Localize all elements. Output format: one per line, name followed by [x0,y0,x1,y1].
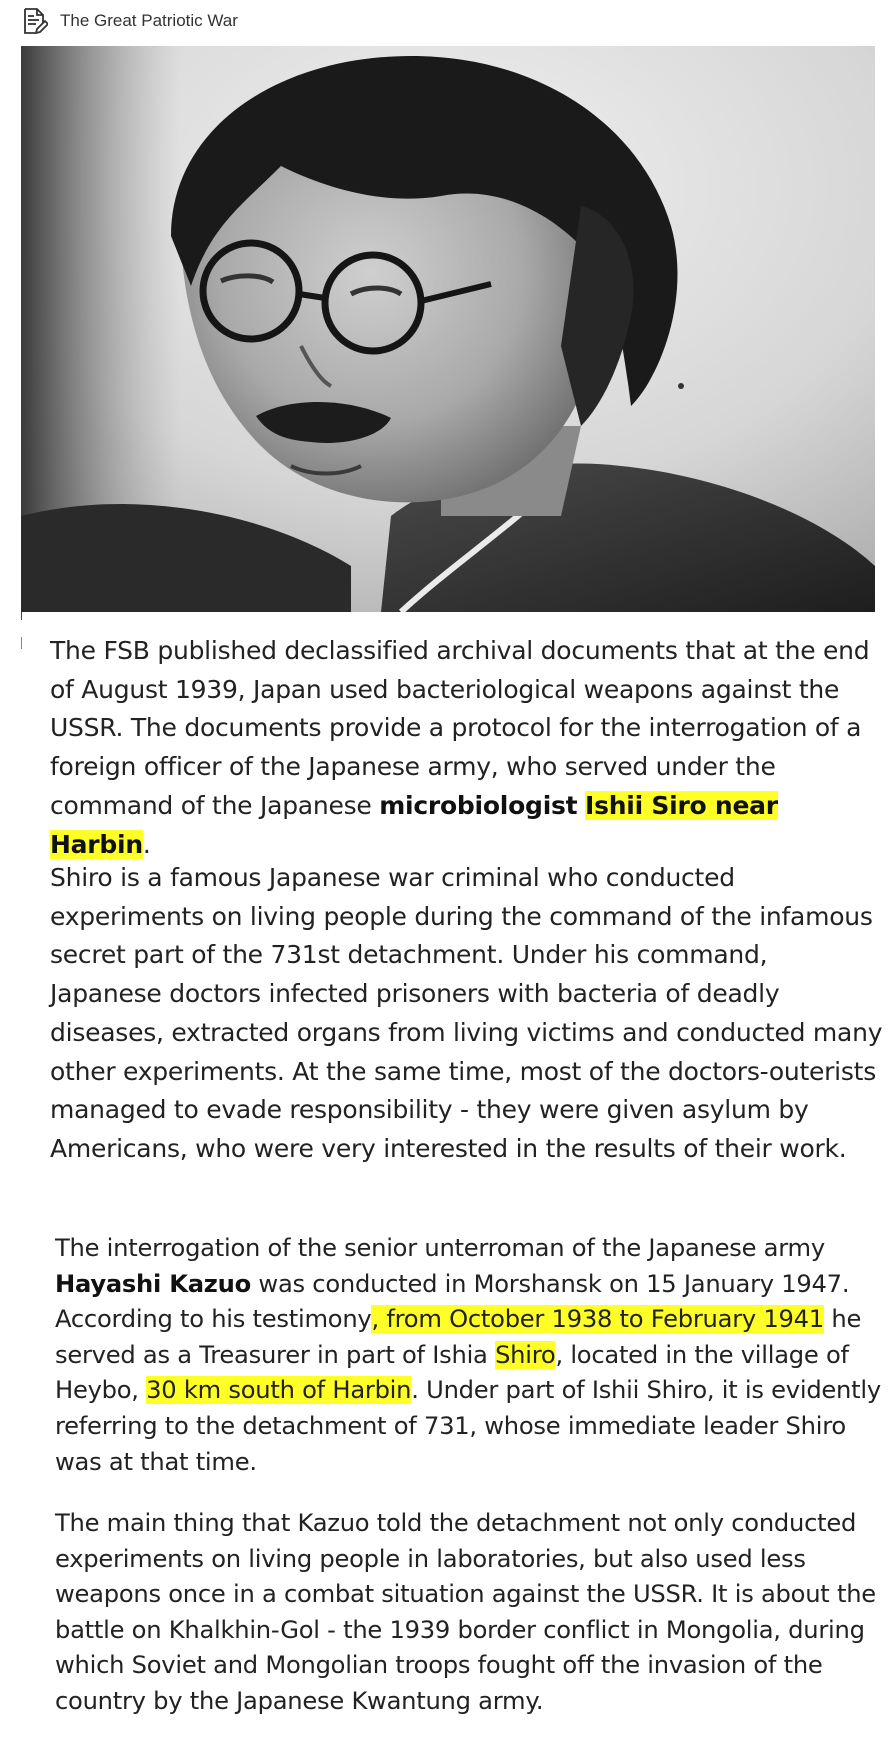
highlighted-location: 30 km south of Harbin [146,1376,412,1405]
article-paragraph-1 [50,632,886,864]
paragraph-3-text-e: . Under part of Ishii Shiro, it is evidently referring to the detachment of 731, whose immediate leader Shiro was at that time. [55,1376,881,1476]
paragraph-3-text-a: The interrogation of the senior unterroman of the Japanese army [55,1234,825,1262]
text-cursor-mark [21,637,22,649]
document-edit-icon[interactable] [20,7,48,35]
article-paragraph-2: Shiro is a famous Japanese war criminal who conducted experiments on living people during the command of the infamous secret part of the 731st detachment. Under his command, Japanese doctors infected prisoners with bacteria of deadly diseases, extracted organs from living victims and conducted many other experiments. At the same time, most of the doctors-outerists managed to evade responsibility - they were given asylum by Americans, who were very interested in the results of their work. [50,863,883,1163]
article-paragraph-4: The main thing that Kazuo told the detachment not only conducted experiments on living people in laboratories, but also used less weapons once in a combat situation against the USSR. It is about the battle on Khalkhin-Gol - the 1939 border conflict in Mongolia, during which Soviet and Mongolian troops fought off the invasion of the country by the Japanese Kwantung army. [55,1509,876,1715]
bold-term-microbiologist: microbiologist [379,790,578,820]
paragraph-1-spacer [577,791,585,820]
paragraph-3-text-c: he served as a Treasurer in part of Ishia [55,1305,862,1369]
article-header [20,6,238,36]
highlighted-date-range: , from October 1938 to February 1941 [371,1305,824,1334]
highlighted-ishii-siro-near-harbin: Ishii Siro near Harbin [50,790,778,859]
section-title[interactable]: The Great Patriotic War [60,11,238,30]
bold-name-hayashi-kazuo: Hayashi Kazuo [55,1269,251,1298]
paragraph-1-end: . [142,829,151,859]
article-paragraph-3 [55,1231,887,1480]
highlighted-shiro: Shiro [495,1340,556,1369]
paragraph-3-text-b: was conducted in Morshansk on 15 January 1947. According to his testimony [55,1269,850,1334]
image-edge-line [21,612,22,620]
portrait-photo [21,46,875,612]
paragraph-1-text: The FSB published declassified archival documents that at the end of August 1939, Japan used bacteriological weapons against the USSR. The documents provide a protocol for the interrogation of a foreign officer of the Japanese army, who served under the command of the Japanese [50,636,870,820]
paragraph-3-text-d: , located in the village of Heybo, [55,1340,849,1405]
